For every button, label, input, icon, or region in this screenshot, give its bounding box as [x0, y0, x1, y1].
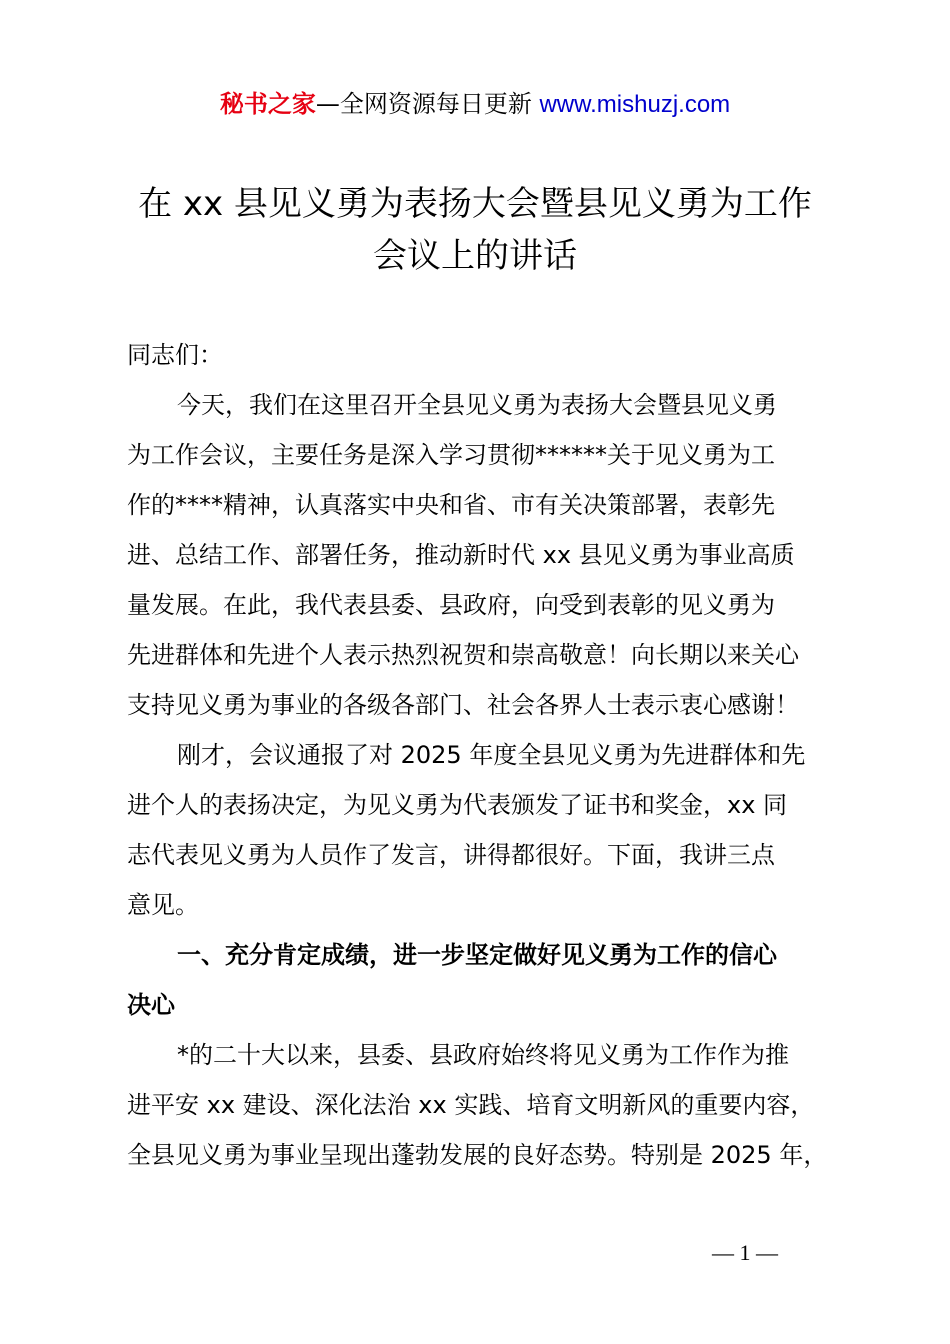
paragraph-line: 全县见义勇为事业呈现出蓬勃发展的良好态势。特别是 2025 年，: [127, 1141, 828, 1169]
section-heading-1: [127, 930, 832, 1030]
paragraph-line: 量发展。在此，我代表县委、县政府，向受到表彰的见义勇为: [127, 591, 775, 619]
paragraph-line: 进、总结工作、部署任务，推动新时代 xx 县见义勇为事业高质: [127, 541, 795, 569]
heading-line: 决心: [127, 991, 175, 1019]
paragraph-line: 进个人的表扬决定，为见义勇为代表颁发了证书和奖金，xx 同: [127, 791, 788, 819]
paragraph-line: 支持见义勇为事业的各级各部门、社会各界人士表示衷心感谢！: [127, 691, 799, 719]
paragraph-line: 进平安 xx 建设、深化法治 xx 实践、培育文明新风的重要内容，: [127, 1091, 815, 1119]
site-header: [0, 86, 950, 123]
title-line-2: 会议上的讲话: [373, 236, 577, 276]
paragraph-2: [127, 730, 832, 930]
document-title: [100, 178, 850, 282]
brand-name: 秘书之家: [219, 90, 316, 118]
paragraph-1: [127, 380, 832, 730]
paragraph-3: [127, 1030, 832, 1180]
paragraph-line: 作的****精神，认真落实中央和省、市有关决策部署，表彰先: [127, 491, 775, 519]
paragraph-line: 刚才，会议通报了对 2025 年度全县见义勇为先进群体和先: [177, 741, 806, 769]
paragraph-line: 先进群体和先进个人表示热烈祝贺和崇高敬意！向长期以来关心: [127, 641, 799, 669]
title-line-1: 在 xx 县见义勇为表扬大会暨县见义勇为工作: [138, 184, 812, 224]
paragraph-line: 志代表见义勇为人员作了发言，讲得都很好。下面，我讲三点: [127, 841, 775, 869]
paragraph-line: 意见。: [127, 891, 199, 919]
site-url-link[interactable]: www.mishuzj.com: [539, 91, 731, 118]
document-body: [127, 330, 832, 1180]
page-number: — 1 —: [712, 1240, 778, 1265]
heading-line: 一、充分肯定成绩，进一步坚定做好见义勇为工作的信心: [177, 941, 777, 969]
paragraph-line: *的二十大以来，县委、县政府始终将见义勇为工作作为推: [177, 1041, 789, 1069]
salutation: 同志们：: [127, 341, 223, 369]
paragraph-line: 今天，我们在这里召开全县见义勇为表扬大会暨县见义勇: [177, 391, 777, 419]
paragraph-line: 为工作会议，主要任务是深入学习贯彻******关于见义勇为工: [127, 441, 775, 469]
header-tagline: —全网资源每日更新: [315, 90, 540, 118]
